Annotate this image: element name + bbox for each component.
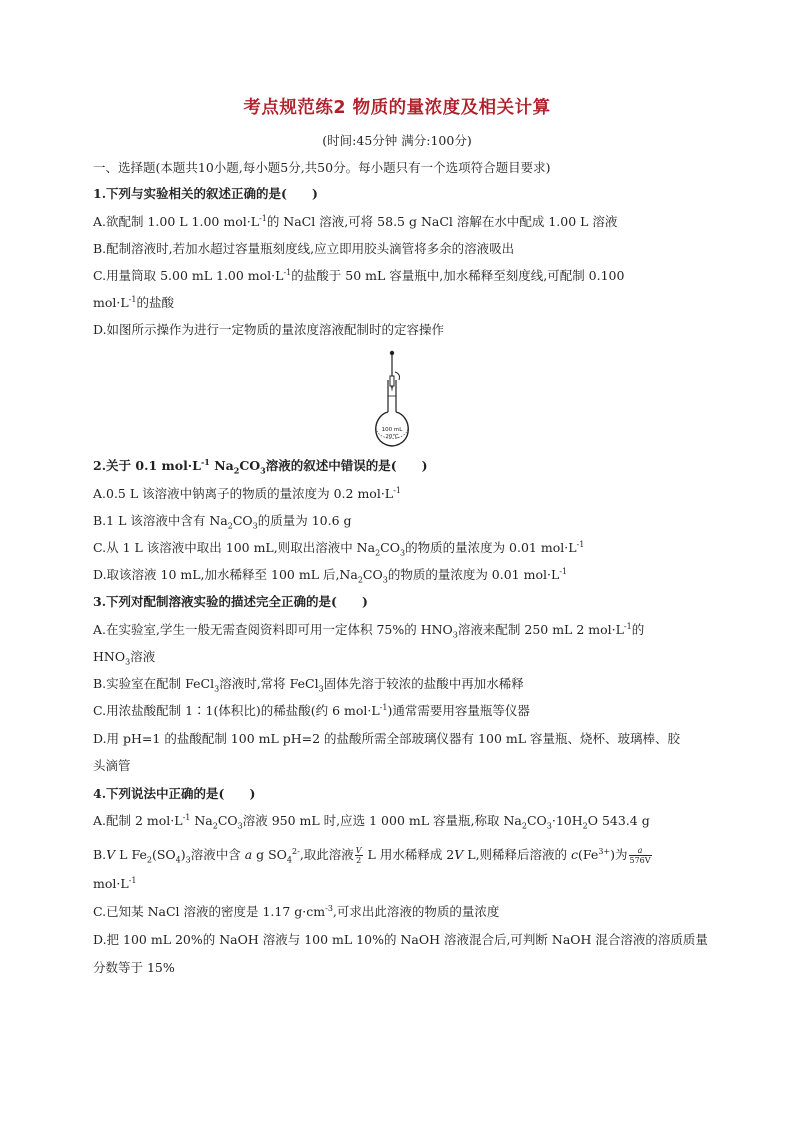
flask-volume-label: 100 mL [381, 427, 403, 433]
question-3-option-a: A.在实验室,学生一般无需查阅资料即可用一定体积 75%的 $HNO_3$溶液来配制 250 mL 2 $mol\cdot L^{-1}$的 [93, 621, 645, 640]
question-4-option-d: D.把 100 mL 20%的 NaOH 溶液与 100 mL 10%的 NaOH 溶液混合后,可判断 NaOH 混合溶液的溶质质量 [93, 932, 708, 947]
question-3-stem: 3.下列对配制溶液实验的描述完全正确的是( ) [93, 594, 368, 609]
question-3-option-a-cont: $HNO_3$溶液 [93, 649, 156, 667]
question-4-option-a: A.配制 2 $mol\cdot L^{-1}$ $Na_2CO_3$溶液 950 mL 时,应选 1 000 mL 容量瓶,称取 $Na_2CO_3\cdot 10H_2O$ 543.4 g [93, 812, 650, 831]
question-1-option-c: C.用量筒取 5.00 mL 1.00 $mol\cdot L^{-1}$的盐酸于 50 mL 容量瓶中,加水稀释至刻度线,可配制 0.100 [93, 267, 625, 283]
flask-temperature-label: 20℃ [385, 434, 399, 440]
flask-diagram [352, 350, 412, 450]
question-4-option-b: B.V L $Fe_2(SO_4)_3$溶液中含 a g $SO_4^{2-}$,取此溶液 $\frac{V}{2}$ L 用水稀释成 2V L,则稀释后溶液的 $c(Fe^{3+})$为 $\frac{a}{576V}$ [93, 846, 651, 865]
question-2-option-a: A.0.5 L 该溶液中钠离子的物质的量浓度为 0.2 $mol\cdot L^{-1}$ [93, 485, 401, 501]
fraction-v-over-2: $\frac{V}{2}$ [355, 846, 362, 865]
question-3-option-d-cont: 头滴管 [93, 758, 131, 773]
question-3-option-b: B.实验室在配制 FeCl$_3$溶液时,常将 FeCl$_3$固体先溶于较浓的盐酸中再加水稀释 [93, 676, 524, 694]
question-3-option-c: C.用浓盐酸配制 1∶1(体积比)的稀盐酸(约 6 $mol\cdot L^{-1}$)通常需要用容量瓶等仪器 [93, 702, 530, 718]
question-4-option-b-cont: $mol\cdot L^{-1}$ [93, 875, 137, 891]
question-4-stem: 4.下列说法中正确的是( ) [93, 786, 256, 801]
volumetric-flask-figure [352, 350, 412, 450]
section-heading: 一、选择题(本题共10小题,每小题5分,共50分。每小题只有一个选项符合题目要求) [93, 160, 551, 175]
question-4-option-c: C.已知某 NaCl 溶液的密度是 1.17 $g\cdot cm^{-3}$,可求出此溶液的物质的量浓度 [93, 903, 500, 919]
question-3-option-d: D.用 pH=1 的盐酸配制 100 mL pH=2 的盐酸所需全部玻璃仪器有 100 mL 容量瓶、烧杯、玻璃棒、胶 [93, 731, 680, 746]
question-2-stem: 2.关于 0.1 $mol\cdot L^{-1}$ $Na_2CO_3$溶液的叙述中错误的是( ) [93, 456, 428, 476]
page-title: 考点规范练2 物质的量浓度及相关计算 [243, 98, 551, 118]
fraction-a-over-576v: $\frac{a}{576V}$ [629, 846, 651, 865]
question-2-option-d: D.取该溶液 10 mL,加水稀释至 100 mL 后$,Na_2CO_3$的物质的量浓度为 0.01 $mol\cdot L^{-1}$ [93, 566, 568, 585]
question-1-option-a: A.欲配制 1.00 L 1.00 $mol\cdot L^{-1}$的 NaCl 溶液,可将 58.5 g NaCl 溶解在水中配成 1.00 L 溶液 [93, 213, 618, 229]
question-2-option-c: C.从 1 L 该溶液中取出 100 mL,则取出溶液中 $Na_2CO_3$的物质的量浓度为 0.01 $mol\cdot L^{-1}$ [93, 539, 585, 558]
question-2-option-b: B.1 L 该溶液中含有 $Na_2CO_3$的质量为 10.6 g [93, 513, 352, 531]
question-1-stem: 1.下列与实验相关的叙述正确的是( ) [93, 186, 318, 201]
question-1-option-d: D.如图所示操作为进行一定物质的量浓度溶液配制时的定容操作 [93, 322, 445, 337]
question-4-option-d-cont: 分数等于 15% [93, 960, 175, 975]
page-subtitle: (时间:45分钟 满分:100分) [322, 133, 472, 148]
question-1-option-b: B.配制溶液时,若加水超过容量瓶刻度线,应立即用胶头滴管将多余的溶液吸出 [93, 241, 515, 256]
question-1-option-c-cont: $mol\cdot L^{-1}$的盐酸 [93, 294, 174, 310]
